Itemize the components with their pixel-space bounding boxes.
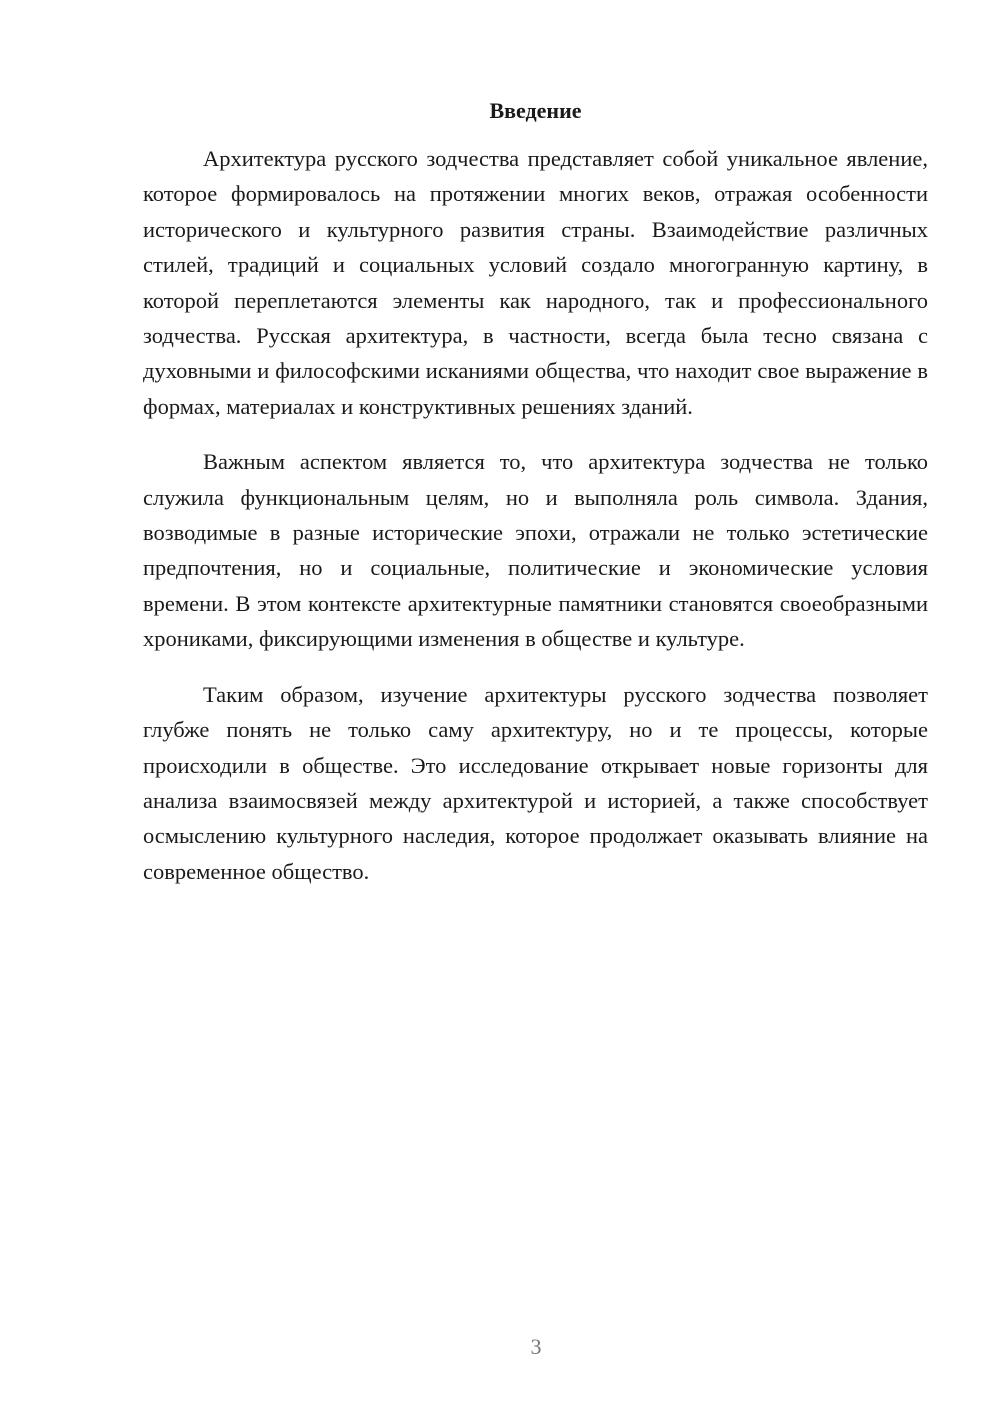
paragraph-1: Архитектура русского зодчества представляет собой уникальное явление, которое формировалось на протяжении многих веков, отражая особенности исторического и культурного развития страны. Взаимодействие различных стилей, традиций и социальных условий создало многогранную картину, в которой переплетаются элементы как народного, так и профессионального зодчества. Русская архитектура, в частности, всегда была тесно связана с духовными и философскими исканиями общества, что находит свое выражение в формах, материалах и конструктивных решениях зданий. bbox=[143, 146, 928, 419]
paragraph-3: Таким образом, изучение архитектуры русского зодчества позволяет глубже понять не только саму архитектуру, но и те процессы, которые происходили в обществе. Это исследование открывает новые горизонты для анализа взаимосвязей между архитектурой и историей, а также способствует осмыслению культурного наследия, которое продолжает оказывать влияние на современное общество. bbox=[143, 681, 928, 884]
paragraph-2: Важным аспектом является то, что архитектура зодчества не только служила функциональным целям, но и выполняла роль символа. Здания, возводимые в разные исторические эпохи, отражали не только эстетические предпочтения, но и социальные, политические и экономические условия времени. В этом контексте архитектурные памятники становятся своеобразными хрониками, фиксирующими изменения в обществе и культуре. bbox=[143, 449, 928, 652]
section-heading: Введение bbox=[489, 98, 582, 123]
page-number: 3 bbox=[530, 1334, 542, 1359]
body-text bbox=[143, 141, 928, 909]
